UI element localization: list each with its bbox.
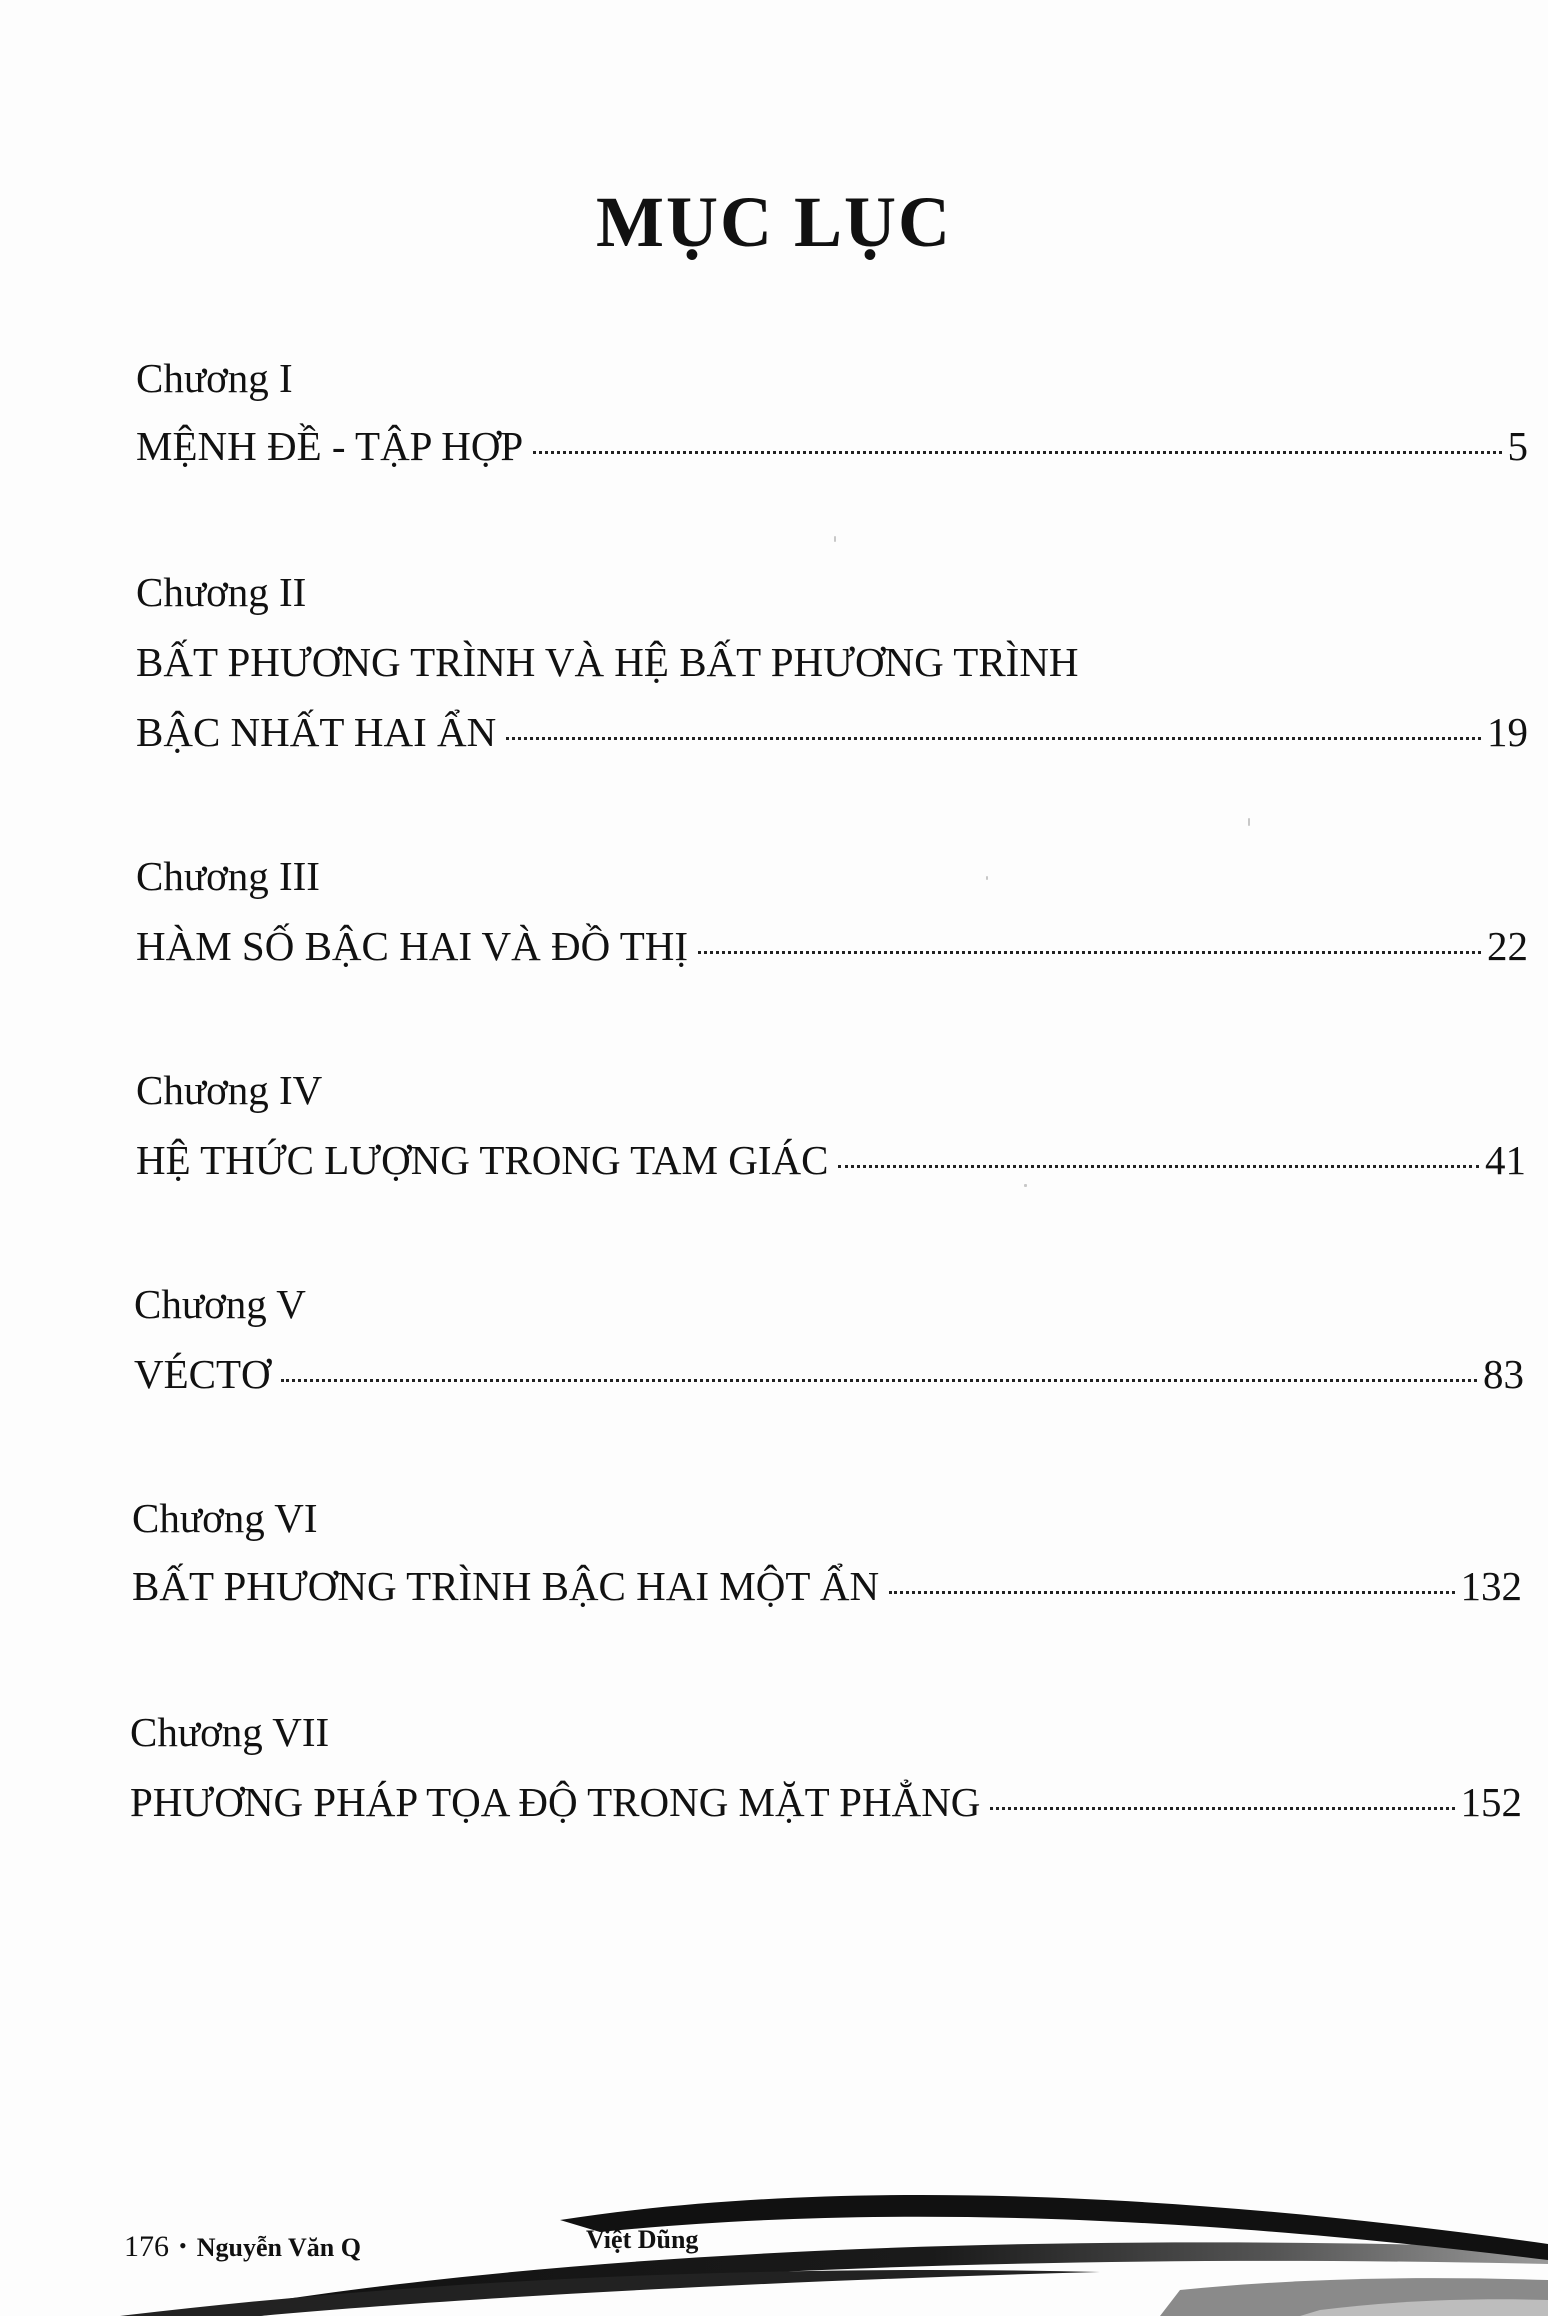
chapter-title: HÀM SỐ BẬC HAI VÀ ĐỒ THỊ xyxy=(136,923,689,969)
page-number: 22 xyxy=(1487,923,1528,969)
chapter-label: Chương III xyxy=(136,853,320,899)
page-number: 41 xyxy=(1485,1137,1526,1183)
scan-speck xyxy=(1248,818,1250,826)
chapter-title: HỆ THỨC LƯỢNG TRONG TAM GIÁC xyxy=(136,1137,829,1183)
page-number: 152 xyxy=(1460,1779,1522,1825)
chapter-label: Chương VI xyxy=(132,1495,318,1541)
dot-leader xyxy=(533,451,1501,454)
page-number: 19 xyxy=(1487,709,1528,755)
page-number: 83 xyxy=(1483,1351,1524,1397)
footer-caption xyxy=(124,2232,361,2262)
chapter-title: PHƯƠNG PHÁP TỌA ĐỘ TRONG MẶT PHẲNG xyxy=(130,1779,981,1825)
toc-line xyxy=(134,1351,1524,1397)
toc-line xyxy=(136,923,1528,969)
page-title: MỤC LỤC xyxy=(596,182,952,262)
author-name-start: Nguyễn Văn Q xyxy=(196,2233,361,2262)
dot-leader xyxy=(281,1379,1477,1382)
page-number: 132 xyxy=(1460,1563,1522,1609)
dot-leader xyxy=(990,1807,1454,1810)
chapter-title: MỆNH ĐỀ - TẬP HỢP xyxy=(136,423,524,469)
chapter-title: VÉCTƠ xyxy=(134,1351,271,1397)
chapter-title: BẤT PHƯƠNG TRÌNH VÀ HỆ BẤT PHƯƠNG TRÌNH xyxy=(136,639,1079,685)
dot-leader xyxy=(889,1591,1454,1594)
toc-line xyxy=(130,1779,1522,1825)
author-name-end: Việt Dũng xyxy=(586,2225,699,2254)
chapter-label: Chương IV xyxy=(136,1067,323,1113)
toc-line xyxy=(132,1563,1522,1609)
toc-line xyxy=(136,423,1528,469)
footer-caption-end xyxy=(586,2224,698,2254)
page-number: 5 xyxy=(1507,423,1528,469)
scan-speck xyxy=(834,536,836,542)
dot-leader xyxy=(838,1165,1479,1168)
chapter-label: Chương I xyxy=(136,355,293,401)
scan-speck xyxy=(986,876,988,880)
chapter-title: BẤT PHƯƠNG TRÌNH BẬC HAI MỘT ẨN xyxy=(132,1563,880,1609)
toc-line xyxy=(136,1137,1526,1183)
bullet-icon: • xyxy=(179,2233,187,2258)
chapter-title-continued: BẬC NHẤT HAI ẨN xyxy=(136,709,497,755)
chapter-label: Chương V xyxy=(134,1281,306,1327)
toc-line xyxy=(136,639,1079,685)
toc-line xyxy=(136,709,1528,755)
scan-speck xyxy=(1024,1184,1027,1187)
footer-page-number: 176 xyxy=(124,2230,169,2263)
chapter-label: Chương VII xyxy=(130,1709,330,1755)
dot-leader xyxy=(698,951,1481,954)
dot-leader xyxy=(506,737,1481,740)
chapter-label: Chương II xyxy=(136,569,307,615)
